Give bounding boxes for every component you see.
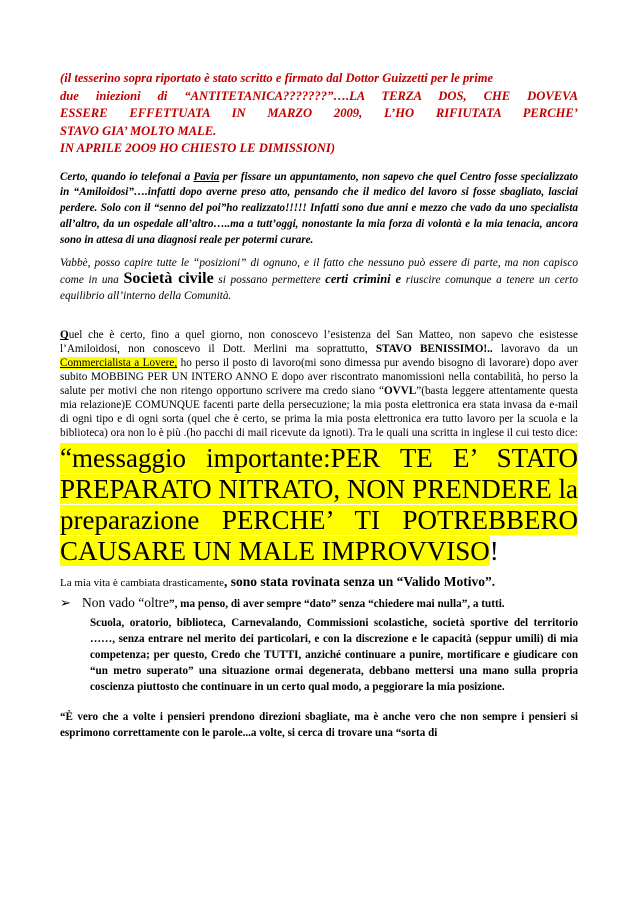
- para2-text-c: riuscire comunque a tenere un certo equilibrio all’interno della Comunità.: [60, 274, 578, 303]
- paragraph-societa: [60, 255, 578, 304]
- para3-text-d: ”(basta leggere attentamente questa mia relazione)E COMUNQUE facenti parte della persecuzione; la mia posta elettronica era stata invasa da e-mail di ogni tipo e di ogni sorta (quel che è certo, se prima la mia posta elettronica era tutto lavoro per la scuola e la biblioteca) ora non lo è più .(ho pacchi di mail ricevute da ignoti). Tra le quali una scritta in inglese il cui testo dice:: [60, 385, 579, 440]
- intro-red-block: [60, 70, 578, 158]
- para3-text-a: uel che è certo, fino a quel giorno, non conoscevo l’esistenza del San Matteo, non sapevo che esistesse l’Amiloidosi, non conoscevo il Dott. Merlini ma soprattutto,: [60, 329, 578, 356]
- para3-text-c: ho perso il posto di lavoro(mi sono dimessa pur avendo bisogno di lavorare) dopo aver subito MOBBING PER UN INTERO ANNO E dopo aver riscontrato manomissioni nella contabilità, ho perso la salute per motivi che non ritengo opportuno scrivere ma credo siano “: [60, 357, 578, 398]
- intro-line-3: ESSERE EFFETTUATA IN MARZO 2009, L’HO RIFIUTATA PERCHE’: [60, 106, 578, 120]
- para1-text-b: per fissare un appuntamento, non sapevo che quel Centro fosse specializzato in “Amiloidosi”….infatti dopo averne preso atto, pensando che il medico del lavoro si fosse sbagliato, lasciai perdere. Solo con il “senno del poi”ho realizzato!!!!! Infatti sono due anni e mezzo che vado da uno specialista all’altro, da un ospedale all’altro…..ma a tutt’oggi, nonostante la mia forza di volontà e la mia tenacia, ancora sono in attesa di una diagnosi reale per potermi curare.: [60, 170, 579, 246]
- stavo-benissimo: STAVO BENISSIMO!..: [375, 343, 493, 356]
- bullet-text-a: Non vado “oltre: [82, 595, 169, 611]
- warning-message-end: !: [489, 536, 499, 567]
- paragraph-vita: [60, 573, 578, 592]
- dropcap-q: Q: [60, 329, 69, 342]
- paragraph-san-matteo: [60, 328, 578, 440]
- warning-message-text: “messaggio importante:PER TE E’ STATO PREPARATO NITRATO, NON PRENDERE la preparazione PERCHE’ TI POTREBBERO CAUSARE UN MALE IMPROVVISO: [60, 443, 578, 567]
- commercialista-highlight: Commercialista a Lovere,: [60, 357, 178, 370]
- para1-text-a: Certo, quando io telefonai a: [60, 170, 194, 183]
- certi-crimini: certi crimini e: [325, 272, 402, 287]
- document-page: [60, 70, 578, 741]
- ovvl-word: OVVL: [383, 385, 417, 398]
- arrow-bullet-icon: ➢: [60, 595, 71, 611]
- bullet-text-b: ”, ma penso, di aver sempre “dato” senza “chiedere mai nulla”, a tutti.: [168, 598, 505, 611]
- bullet-item: [60, 594, 578, 613]
- intro-line-5: IN APRILE 2OO9 HO CHIESTO LE DIMISSIONI): [60, 141, 336, 155]
- pavia-word: Pavia: [193, 170, 220, 183]
- para4-text-b: , sono stata rovinata senza un “Valido Motivo”.: [224, 574, 496, 590]
- societa-civile: Società civile: [123, 270, 214, 288]
- warning-message: [60, 443, 578, 567]
- paragraph-pensieri: “È vero che a volte i pensieri prendono direzioni sbagliate, ma è anche vero che non sempre i pensieri si esprimono correttamente con le parole...a volte, si cerca di trovare una “sorta di: [60, 711, 578, 740]
- para4-text-a: La mia vita è cambiata drasticamente: [60, 577, 225, 590]
- para2-text-a: Vabbè, posso capire tutte le “posizioni” di ognuno, e il fatto che nessuno può essere di parte, ma non capisco come in una: [60, 257, 578, 287]
- para2-text-b: si possano permettere: [213, 274, 326, 287]
- bullet-indent-text: Scuola, oratorio, biblioteca, Carnevalando, Commissioni scolastiche, società sportive del territorio ……, senza entrare nel merito dei particolari, e con la discrezione e le capacità (seppur umili) di mia competenza; per questo, Credo che TUTTI, anziché continuare a punire, mortificare e giudicare con “un metro superato” una situazione ormai degenerata, debbano mettersi una mano sulla propria coscienza piuttosto che continuare in un certo qual modo, a peggiorare la mia posizione.: [90, 617, 578, 694]
- intro-line-1: (il tesserino sopra riportato è stato scritto e firmato dal Dottor Guizzetti per le prime: [60, 71, 494, 85]
- intro-line-4: STAVO GIA’ MOLTO MALE.: [60, 123, 217, 138]
- para3-text-b: lavoravo da un: [492, 343, 579, 356]
- paragraph-pavia: [60, 170, 578, 249]
- intro-line-2: due iniezioni di “ANTITETANICA???????”….LA TERZA DOS, CHE DOVEVA: [60, 88, 578, 103]
